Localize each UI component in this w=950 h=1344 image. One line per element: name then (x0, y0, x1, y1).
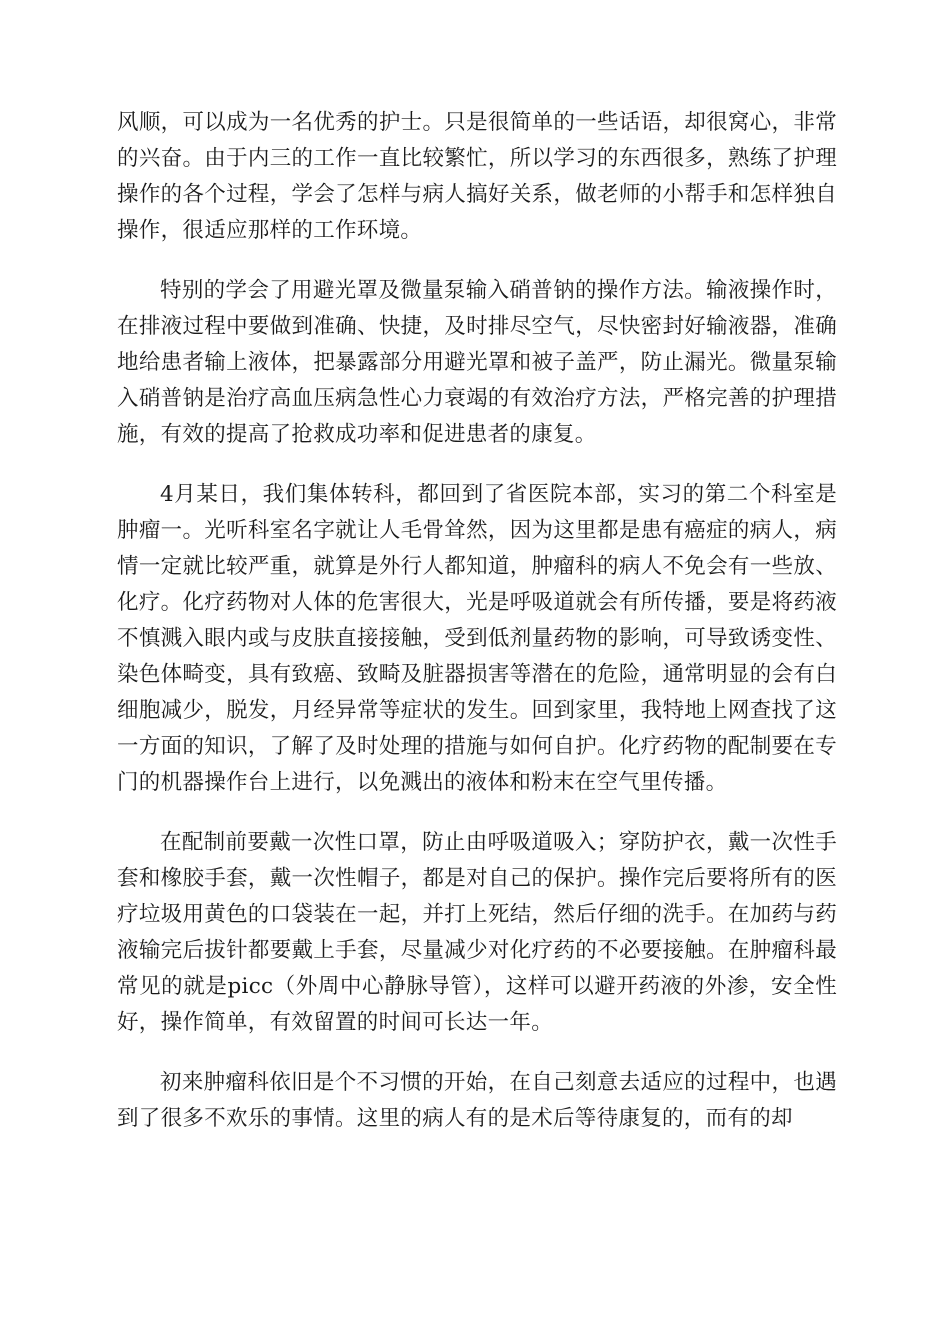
paragraph-5: 初来肿瘤科依旧是个不习惯的开始，在自己刻意去适应的过程中，也遇到了很多不欢乐的事情。这里的病人有的是术后等待康复的，而有的却 (117, 1070, 837, 1131)
paragraph-2: 特别的学会了用避光罩及微量泵输入硝普钠的操作方法。输液操作时，在排液过程中要做到准确、快捷，及时排尽空气，尽快密封好输液器，准确地给患者输上液体，把暴露部分用避光罩和被子盖严，防止漏光。微量泵输入硝普钠是治疗高血压病急性心力衰竭的有效治疗方法，严格完善的护理措施，有效的提高了抢救成功率和促进患者的康复。 (117, 278, 837, 447)
paragraph-3: 4月某日，我们集体转科，都回到了省医院本部，实习的第二个科室是肿瘤一。光听科室名字就让人毛骨耸然，因为这里都是患有癌症的病人，病情一定就比较严重，就算是外行人都知道，肿瘤科的病人不免会有一些放、化疗。化疗药物对人体的危害很大，光是呼吸道就会有所传播，要是将药液不慎溅入眼内或与皮肤直接接触，受到低剂量药物的影响，可导致诱变性、染色体畸变，具有致癌、致畸及脏器损害等潜在的危险，通常明显的会有白细胞减少，脱发，月经异常等症状的发生。回到家里，我特地上网查找了这一方面的知识，了解了及时处理的措施与如何自护。化疗药物的配制要在专门的机器操作台上进行，以免溅出的液体和粉末在空气里传播。 (117, 482, 837, 795)
paragraph-1: 风顺，可以成为一名优秀的护士。只是很简单的一些话语，却很窝心，非常的兴奋。由于内三的工作一直比较繁忙，所以学习的东西很多，熟练了护理操作的各个过程，学会了怎样与病人搞好关系，做老师的小帮手和怎样独自操作，很适应那样的工作环境。 (117, 110, 837, 243)
paragraph-4: 在配制前要戴一次性口罩，防止由呼吸道吸入；穿防护衣，戴一次性手套和橡胶手套，戴一次性帽子，都是对自己的保护。操作完后要将所有的医疗垃圾用黄色的口袋装在一起，并打上死结，然后仔细的洗手。在加药与药液输完后拔针都要戴上手套，尽量减少对化疗药的不必要接触。在肿瘤科最常见的就是picc（外周中心静脉导管），这样可以避开药液的外渗，安全性好，操作简单，有效留置的时间可长达一年。 (117, 830, 837, 1035)
document-body (117, 105, 837, 1161)
